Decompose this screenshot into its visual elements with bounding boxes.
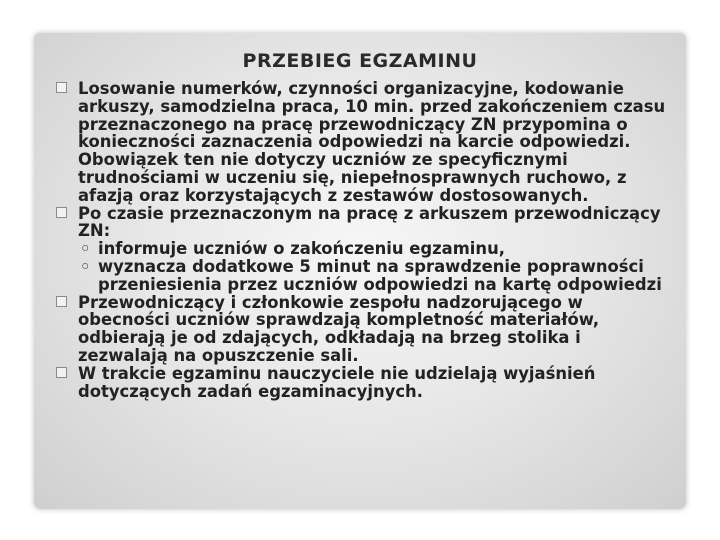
bullet-text: Losowanie numerków, czynności organizacyjne, kodowanie arkuszy, samodzielna praca, 10 min. przed zakończeniem czasu przeznaczonego na pracę przewodniczący ZN przypomina o konieczności zaznaczenia odpowiedzi na karcie odpowiedzi. Obowiązek ten nie dotyczy uczniów ze specyficznymi trudnościami w uczeniu się, niepełnosprawnych ruchowo, z afazją oraz korzystających z zestawów dostosowanych. — [78, 79, 666, 205]
sub-bullet-item — [56, 258, 676, 294]
square-bullet-icon — [56, 82, 67, 93]
bullet-text: W trakcie egzaminu nauczyciele nie udzielają wyjaśnień dotyczących zadań egzaminacyjnych. — [78, 363, 596, 401]
bullet-item — [56, 294, 676, 365]
sub-bullet-text: wyznacza dodatkowe 5 minut na sprawdzenie poprawności przeniesienia przez uczniów odpowiedzi na kartę odpowiedzi — [98, 256, 662, 294]
square-bullet-icon — [56, 207, 67, 218]
square-bullet-icon — [56, 367, 67, 378]
bullet-item — [56, 365, 676, 401]
circle-bullet-icon: ◦ — [80, 239, 91, 259]
bullet-item — [56, 80, 676, 205]
slide-title: PRZEBIEG EGZAMINU — [242, 50, 478, 72]
sub-bullet-text: informuje uczniów o zakończeniu egzaminu, — [98, 239, 505, 259]
bullet-text: Po czasie przeznaczonym na pracę z arkuszem przewodniczący ZN: — [78, 203, 661, 241]
circle-bullet-icon: ◦ — [80, 256, 91, 276]
slide-content — [56, 80, 676, 400]
sub-bullet-item — [56, 240, 676, 258]
bullet-text: Przewodniczący i członkowie zespołu nadzorującego w obecności uczniów sprawdzają kompletność materiałów, odbierają je od zdających, odkładają na brzeg stolika i zezwalają na opuszczenie sali. — [78, 292, 600, 365]
bullet-item — [56, 205, 676, 241]
square-bullet-icon — [56, 296, 67, 307]
